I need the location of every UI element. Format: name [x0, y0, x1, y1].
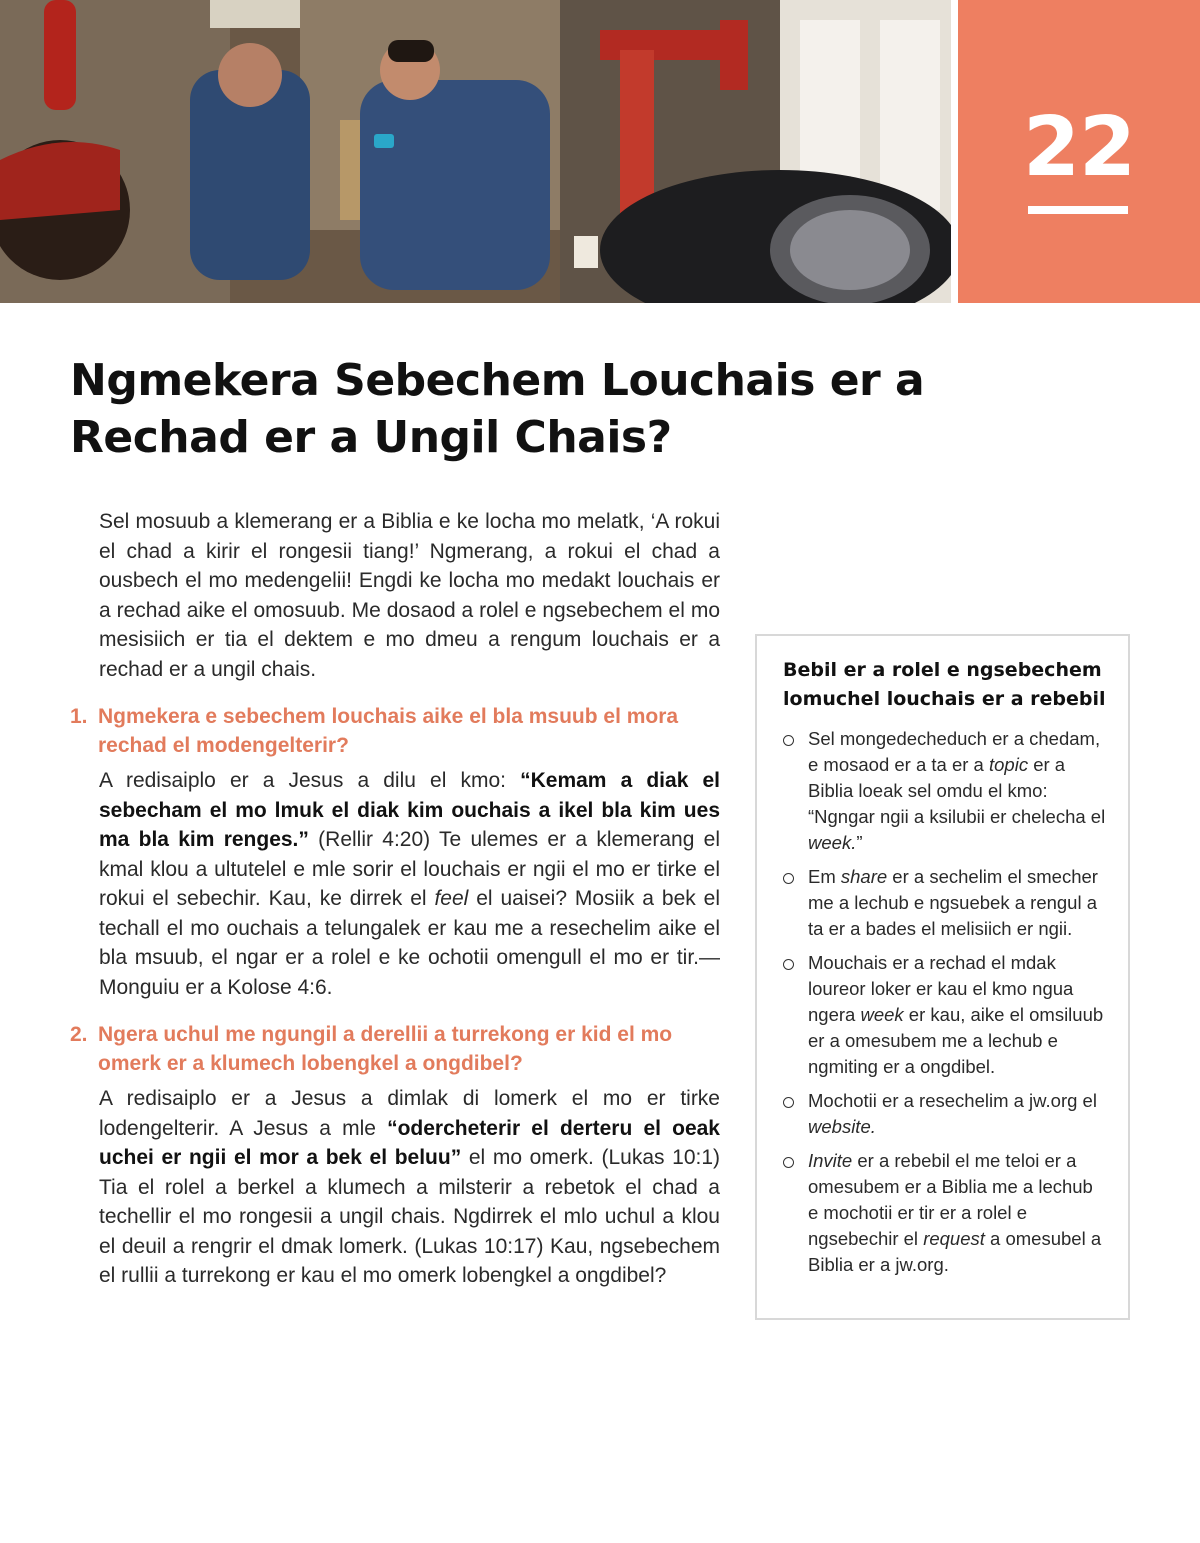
question-1-number: 1. — [70, 705, 88, 728]
list-item-text-a: Mouchais er a rechad el mdak loureor loker er kau el kmo ngua ngera — [808, 952, 1074, 1025]
question-2-text: Ngera uchul me ngungil a derellii a turrekong er kid el mo omerk er a klumech lobengkel a ongdibel? — [98, 1023, 673, 1075]
list-item-text — [808, 950, 1106, 1080]
section-1-quote: “Kemam a diak el sebecham el mo lmuk el diak kim ouchais a ikel bla kim ues ma bla kim renges.” — [99, 769, 720, 851]
list-item-emphasis-2: request — [923, 1228, 985, 1249]
section-1-text-c: el uaisei? Mosiik a bek el techall el mo ouchais a telungalek er kau me a resechelim aike el bla msuub, el ngar er a rolel e ke ochotii omengull el mo er tir.—Monguiu er a Kolose 4:6. — [99, 887, 720, 999]
lesson-number-block — [958, 0, 1200, 303]
list-item-text-a: Mochotii er a resechelim a jw.org el — [808, 1090, 1097, 1111]
list-item-text-b: er kau, aike el omsiluub er a omesubem me a lechub e ngmiting er a ongdibel. — [808, 1004, 1104, 1077]
page-title: Ngmekera Sebechem Louchais er a Rechad er a Ungil Chais? — [70, 355, 925, 463]
list-item-text — [808, 864, 1106, 942]
section-1-paragraph — [70, 766, 720, 1002]
sidebar-list — [783, 726, 1106, 1278]
list-item-text — [808, 726, 1106, 856]
list-item-text — [808, 1148, 1106, 1278]
list-item-text-b: er a rebebil el me teloi er a omesubem er a Biblia me a lechub e mochotii er tir er a rolel e ngsebechir el — [808, 1150, 1093, 1249]
list-item — [783, 950, 1106, 1080]
list-item-text-a: Sel mongedecheduch er a chedam, e mosaod er a ta er a — [808, 728, 1101, 775]
lesson-number: 22 — [1022, 100, 1136, 195]
lesson-number-underline — [1028, 206, 1128, 214]
bullet-circle-icon — [783, 1157, 794, 1168]
bullet-circle-icon — [783, 959, 794, 970]
suggestions-sidebar — [755, 634, 1130, 1320]
list-item-emphasis: website. — [808, 1116, 876, 1137]
intro-paragraph: Sel mosuub a klemerang er a Biblia e ke locha mo melatk, ‘A rokui el chad a kirir el rongesii tiang!’ Ngmerang, a rokui el chad a ousbech el mo medengelii! Engdi ke locha mo medakt louchais er a rechad aike el omosuub. Me dosaod a rolel e ngsebechem el mo mesisiich er tia el dektem e mo dmeu a rengum louchais er a rechad er a ungil chais. — [99, 510, 720, 681]
list-item-text-b: er a Biblia loeak sel omdu el kmo: “Ngngar ngii a ksilubii er chelecha el — [808, 754, 1106, 827]
section-2-text-b: el mo omerk. (Lukas 10:1) Tia el rolel a berkel a klumech a milsterir a rebetok el chad a techellir el mo rongesii a ungil chais. Ngdirrek el mlo uchul a klou el deuil a rengrir el dmak lomerk. (Lukas 10:17) Kau, ngsebechem el rullii a turrekong er kau el mo omerk lobengkel a ongdibel? — [99, 1146, 721, 1287]
garage-scene-illustration — [0, 0, 951, 303]
list-item-emphasis-2: week. — [808, 832, 857, 853]
bullet-circle-icon — [783, 873, 794, 884]
section-2-paragraph — [70, 1084, 720, 1291]
question-2-number: 2. — [70, 1023, 88, 1046]
list-item-emphasis: topic — [989, 754, 1029, 775]
section-1-emphasis: feel — [434, 887, 469, 910]
question-1-text: Ngmekera e sebechem louchais aike el bla msuub el mora rechad el modengelterir? — [98, 705, 679, 757]
hero-photo — [0, 0, 951, 303]
section-2-quote: “odercheterir el derteru el oeak uchei er ngii el mor a bek el beluu” — [99, 1116, 720, 1169]
list-item-text-b: er a sechelim el smecher me a lechub e ngsuebek a rengul a ta er a bades el melisiich er ngii. — [808, 866, 1098, 939]
list-item — [783, 1148, 1106, 1278]
list-item-text — [808, 1088, 1106, 1140]
list-item — [783, 1088, 1106, 1140]
list-item-emphasis: Invite — [808, 1150, 853, 1171]
list-item — [783, 864, 1106, 942]
list-item-text-c: ” — [856, 832, 863, 853]
list-item-emphasis: week — [860, 1004, 904, 1025]
sidebar-title: Bebil er a rolel e ngsebechem lomuchel louchais er a rebebil — [783, 659, 1106, 710]
section-1-text-a: A redisaiplo er a Jesus a dilu el kmo: — [99, 769, 521, 792]
bullet-circle-icon — [783, 735, 794, 746]
section-1-text-b: (Rellir 4:20) Te ulemes er a klemerang el kmal klou a ultutelel e mle sorir el louchais er ngii el mo er tirke el rokui el sebechir. Kau, ke dirrek el — [99, 828, 720, 910]
bullet-circle-icon — [783, 1097, 794, 1108]
question-1 — [70, 702, 720, 760]
main-column — [70, 507, 720, 1291]
list-item-text-c: a omesubel a Biblia er a jw.org. — [808, 1228, 1102, 1275]
list-item — [783, 726, 1106, 856]
section-2-text-a: A redisaiplo er a Jesus a dimlak di lomerk el mo er tirke lodengelterir. A Jesus a mle — [99, 1087, 720, 1140]
list-item-emphasis: share — [840, 866, 888, 887]
question-2 — [70, 1020, 720, 1078]
list-item-text-a: Em — [808, 866, 841, 887]
